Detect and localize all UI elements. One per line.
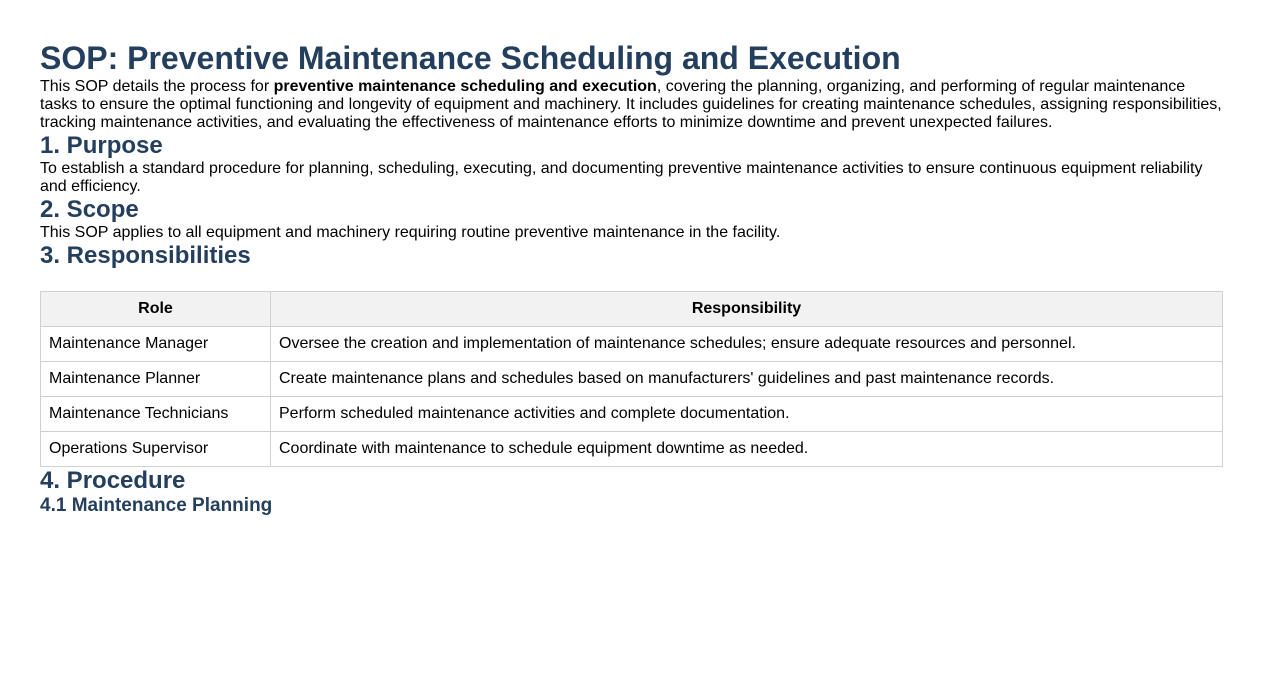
purpose-text: To establish a standard procedure for planning, scheduling, executing, and documenting preventive maintenance activities to ensure continuous equipment reliability and efficiency. [40,160,1203,195]
procedure-heading: 4. Procedure [40,467,186,494]
intro-text-bold: preventive maintenance scheduling and execution [273,78,657,95]
purpose-heading: 1. Purpose [40,132,163,159]
role-cell: Maintenance Technicians [41,397,271,432]
role-cell: Operations Supervisor [41,432,271,467]
page-title: SOP: Preventive Maintenance Scheduling and Execution [40,40,901,76]
responsibilities-table [40,291,1223,467]
table-row [41,397,1223,432]
responsibilities-heading: 3. Responsibilities [40,242,251,269]
scope-heading: 2. Scope [40,196,139,223]
responsibility-cell: Create maintenance plans and schedules based on manufacturers' guidelines and past maintenance records. [271,362,1223,397]
maintenance-planning-heading: 4.1 Maintenance Planning [40,495,273,516]
responsibility-cell: Coordinate with maintenance to schedule equipment downtime as needed. [271,432,1223,467]
responsibility-cell: Oversee the creation and implementation of maintenance schedules; ensure adequate resources and personnel. [271,327,1223,362]
intro-text-after: , covering the planning, organizing, and performing of regular maintenance tasks to ensure the optimal functioning and longevity of equipment and machinery. It includes guidelines for creating maintenance schedules, assigning responsibilities, tracking maintenance activities, and evaluating the effectiveness of maintenance efforts to minimize downtime and prevent unexpected failures. [40,78,1222,131]
intro-paragraph [40,78,1223,132]
column-header-responsibility: Responsibility [271,292,1223,327]
column-header-role: Role [41,292,271,327]
table-row [41,327,1223,362]
intro-text-before: This SOP details the process for [40,78,274,95]
role-cell: Maintenance Planner [41,362,271,397]
table-header-row [41,292,1223,327]
table-row [41,432,1223,467]
table-row [41,362,1223,397]
scope-text: This SOP applies to all equipment and machinery requiring routine preventive maintenance in the facility. [40,224,781,241]
responsibility-cell: Perform scheduled maintenance activities and complete documentation. [271,397,1223,432]
role-cell: Maintenance Manager [41,327,271,362]
